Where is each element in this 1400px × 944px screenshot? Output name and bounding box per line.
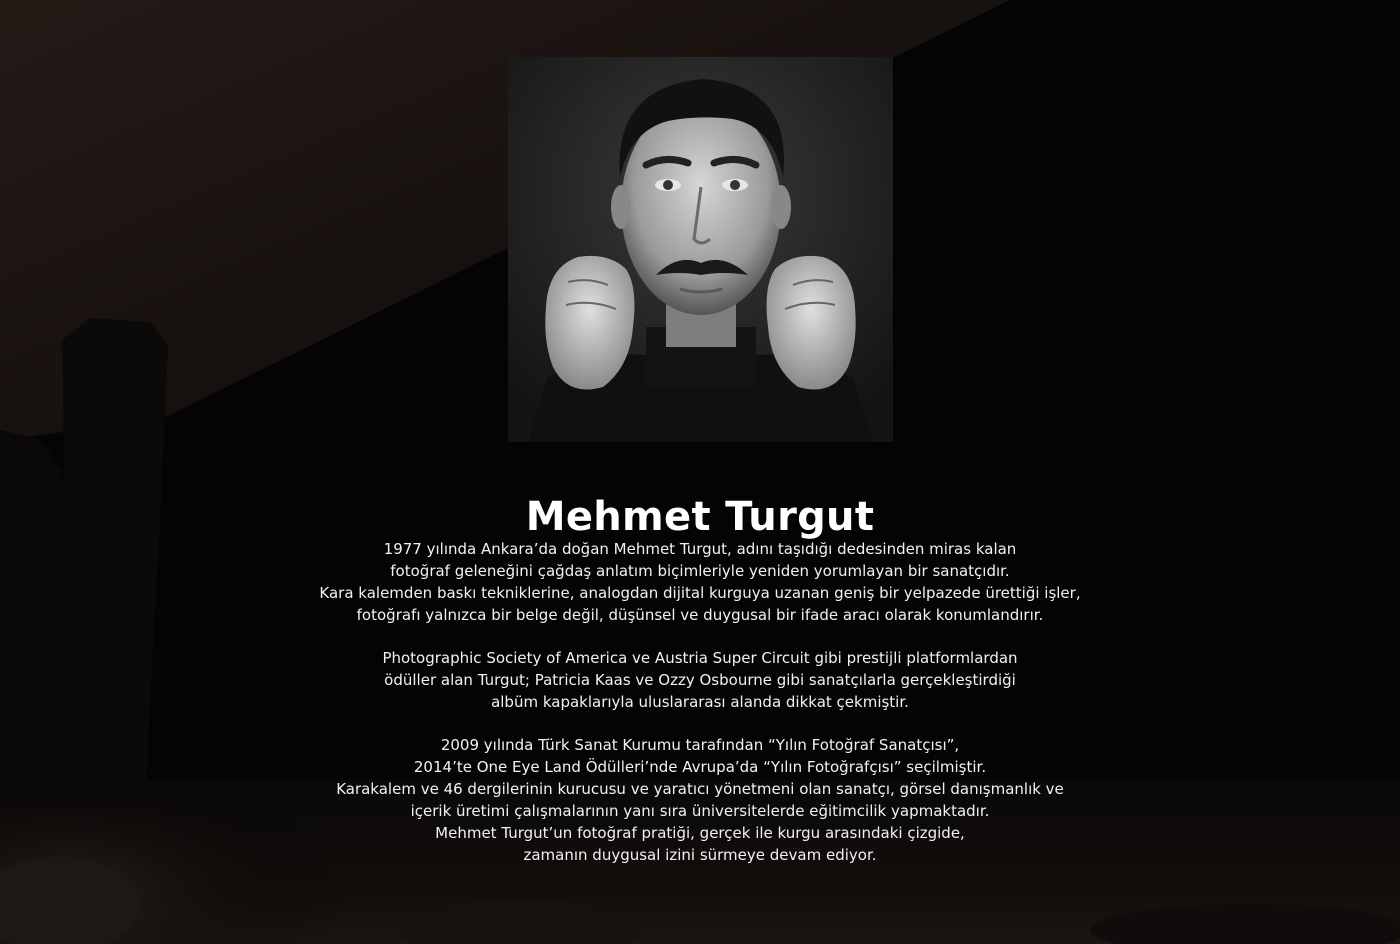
artist-name: Mehmet Turgut bbox=[525, 493, 875, 540]
bio-paragraph bbox=[200, 734, 1200, 866]
bio-paragraph bbox=[200, 538, 1200, 626]
bio-line: içerik üretimi çalışmalarının yanı sıra üniversitelerde eğitimcilik yapmaktadır. bbox=[410, 802, 990, 820]
bio-line: fotoğraf geleneğini çağdaş anlatım biçimleriyle yeniden yorumlayan bir sanatçıdır. bbox=[390, 562, 1010, 580]
bio-line: ödüller alan Turgut; Patricia Kaas ve Ozzy Osbourne gibi sanatçılarla gerçekleştirdiği bbox=[384, 671, 1016, 689]
bio-line: 2009 yılında Türk Sanat Kurumu tarafından “Yılın Fotoğraf Sanatçısı”, bbox=[440, 736, 960, 754]
bio-line: 2014’te One Eye Land Ödülleri’nde Avrupa’da “Yılın Fotoğrafçısı” seçilmiştir. bbox=[413, 758, 987, 776]
bio-line: Mehmet Turgut’un fotoğraf pratiği, gerçek ile kurgu arasındaki çizgide, bbox=[435, 824, 965, 842]
portrait-photo bbox=[508, 57, 893, 442]
bio-line: fotoğrafı yalnızca bir belge değil, düşünsel ve duygusal bir ifade aracı olarak konumlandırır. bbox=[356, 606, 1044, 624]
bio-line: 1977 yılında Ankara’da doğan Mehmet Turgut, adını taşıdığı dedesinden miras kalan bbox=[383, 540, 1017, 558]
portrait-illustration bbox=[508, 57, 893, 442]
bio-line: albüm kapaklarıyla uluslararası alanda dikkat çekmiştir. bbox=[491, 693, 909, 711]
bio-line: zamanın duygusal izini sürmeye devam ediyor. bbox=[523, 846, 877, 864]
biography bbox=[200, 538, 1200, 866]
bio-line: Karakalem ve 46 dergilerinin kurucusu ve yaratıcı yönetmeni olan sanatçı, görsel danışmanlık ve bbox=[336, 780, 1064, 798]
bio-line: Photographic Society of America ve Austria Super Circuit gibi prestijli platformlardan bbox=[382, 649, 1018, 667]
bio-line: Kara kalemden baskı tekniklerine, analogdan dijital kurguya uzanan geniş bir yelpazede ürettiği işler, bbox=[319, 584, 1081, 602]
bio-paragraph bbox=[200, 647, 1200, 713]
